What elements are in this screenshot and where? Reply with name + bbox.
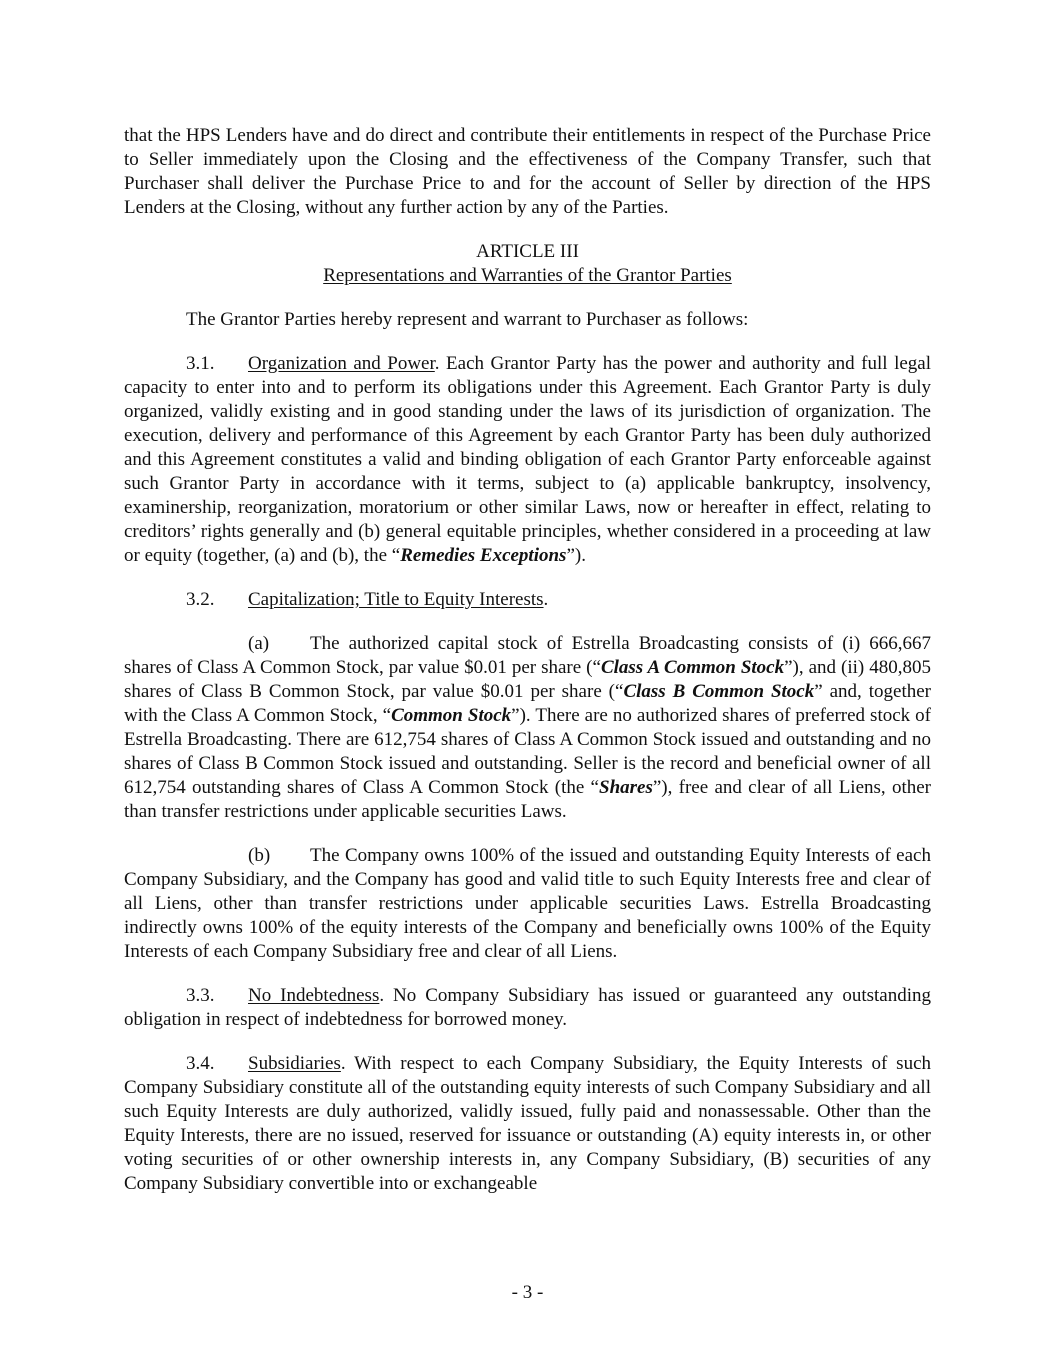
page-number: - 3 -: [511, 1282, 544, 1303]
defined-term: Class B Common Stock: [623, 681, 815, 702]
article-number: ARTICLE III: [476, 241, 579, 262]
clause-label: (a): [248, 633, 270, 654]
carryover-paragraph: that the HPS Lenders have and do direct and contribute their entitlements in respect of the Purchase Price to Seller immediately upon the Closing and the effectiveness of the Company Transfer, such that Purchaser shall deliver the Purchase Price to and for the account of Seller by direction of the HPS Lenders at the Closing, without any further action by any of the Parties.: [124, 125, 931, 218]
section-3-4: 3.4. Subsidiaries. With respect to each Company Subsidiary, the Equity Interests of such Company Subsidiary constitute all of the outstanding equity interests of such Company Subsidiary and all such Equity Interests are duly authorized, validly issued, fully paid and nonassessable. Other than the Equity Interests, there are no issued, reserved for issuance or outstanding (A) equity interests in, or other voting securities of or other ownership interests in, any Company Subsidiary, (B) securities of any Company Subsidiary convertible into or exchangeable: [124, 1053, 931, 1194]
intro-paragraph: The Grantor Parties hereby represent and warrant to Purchaser as follows:: [186, 309, 749, 330]
section-heading: Capitalization; Title to Equity Interests: [248, 589, 544, 610]
defined-term: Common Stock: [391, 705, 512, 726]
defined-term: Remedies Exceptions: [400, 545, 567, 566]
section-number: 3.2.: [186, 589, 215, 610]
section-3-2-b: (b) The Company owns 100% of the issued and outstanding Equity Interests of each Company Subsidiary, and the Company has good and valid title to such Equity Interests free and clear of all Liens, other than transfer restrictions under applicable securities Laws. Estrella Broadcasting indirectly owns 100% of the equity interests of the Company and beneficially owns 100% of the Equity Interests of each Company Subsidiary free and clear of all Liens.: [124, 845, 931, 962]
defined-term: Class A Common Stock: [600, 657, 785, 678]
section-number: 3.3.: [186, 985, 215, 1006]
section-number: 3.4.: [186, 1053, 215, 1074]
defined-term: Shares: [599, 777, 653, 798]
section-3-1: 3.1. Organization and Power. Each Grantor Party has the power and authority and full legal capacity to enter into and to perform its obligations under this Agreement. Each Grantor Party is duly organized, validly existing and in good standing under the laws of its jurisdiction of organization. The execution, delivery and performance of this Agreement by each Grantor Party has been duly authorized and this Agreement constitutes a valid and binding obligation of each Grantor Party enforceable against such Grantor Party in accordance with it terms, subject to (a) applicable bankruptcy, insolvency, examinership, reorganization, moratorium or other similar Laws, now or hereafter in effect, relating to creditors’ rights generally and (b) general equitable principles, whether considered in a proceeding at law or equity (together, (a) and (b), the “Remedies Exceptions”).: [124, 353, 931, 566]
section-heading: Subsidiaries: [248, 1053, 341, 1074]
section-number: 3.1.: [186, 353, 215, 374]
section-3-2: 3.2. Capitalization; Title to Equity Interests.: [186, 589, 549, 610]
article-heading: [124, 240, 931, 288]
clause-label: (b): [248, 845, 271, 866]
section-3-2-a: (a) The authorized capital stock of Estrella Broadcasting consists of (i) 666,667 shares of Class A Common Stock, par value $0.01 per share (“Class A Common Stock”), and (ii) 480,805 shares of Class B Common Stock, par value $0.01 per share (“Class B Common Stock” and, together with the Class A Common Stock, “Common Stock”). There are no authorized shares of preferred stock of Estrella Broadcasting. There are 612,754 shares of Class A Common Stock issued and outstanding and no shares of Class B Common Stock issued and outstanding. Seller is the record and beneficial owner of all 612,754 outstanding shares of Class A Common Stock (the “Shares”), free and clear of all Liens, other than transfer restrictions under applicable securities Laws.: [124, 633, 931, 822]
document-body: [124, 124, 931, 1216]
section-heading: No Indebtedness: [248, 985, 380, 1006]
article-title: Representations and Warranties of the Grantor Parties: [323, 265, 732, 286]
section-heading: Organization and Power: [248, 353, 435, 374]
section-3-3: 3.3. No Indebtedness. No Company Subsidiary has issued or guaranteed any outstanding obligation in respect of indebtedness for borrowed money.: [124, 985, 931, 1030]
